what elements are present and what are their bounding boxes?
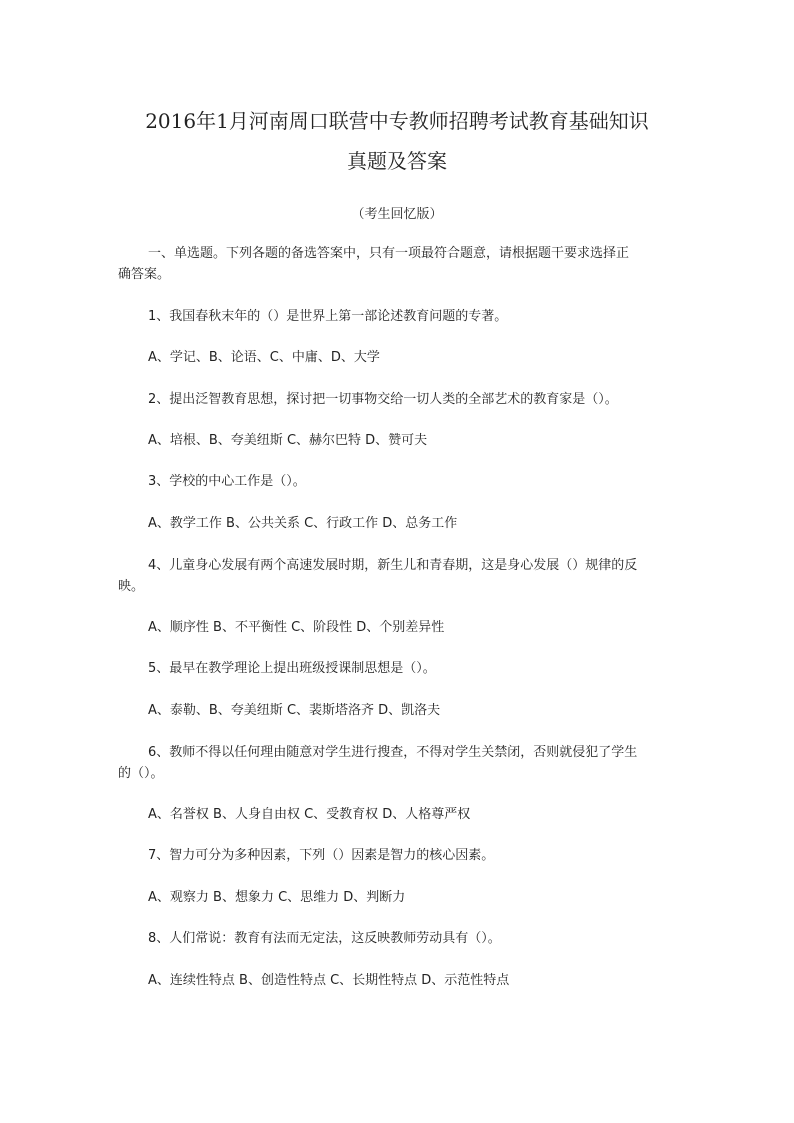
question-2-text: 2、提出泛智教育思想，探讨把一切事物交给一切人类的全部艺术的教育家是（）。 xyxy=(148,392,618,407)
document-title-line-2: 真题及答案 xyxy=(347,149,447,173)
question-6-options: A、名誉权 B、人身自由权 C、受教育权 D、人格尊严权 xyxy=(148,807,471,822)
instructions-line-1: 一、单选题。下列各题的备选答案中，只有一项最符合题意，请根据题干要求选择正 xyxy=(148,246,630,261)
question-1-text: 1、我国春秋末年的（）是世界上第一部论述教育问题的专著。 xyxy=(148,309,508,324)
question-4-options: A、顺序性 B、不平衡性 C、阶段性 D、个别差异性 xyxy=(148,620,445,635)
document-title-line-1: 2016年1月河南周口联营中专教师招聘考试教育基础知识 xyxy=(145,109,649,133)
question-2-options: A、培根、B、夸美纽斯 C、赫尔巴特 D、赞可夫 xyxy=(148,433,428,448)
question-6-text-line-1: 6、教师不得以任何理由随意对学生进行搜查，不得对学生关禁闭，否则就侵犯了学生 xyxy=(148,745,638,760)
instructions-line-2: 确答案。 xyxy=(118,267,171,282)
question-1-options: A、学记、B、论语、C、中庸、D、大学 xyxy=(148,350,380,365)
question-5-options: A、泰勒、B、夸美纽斯 C、裴斯塔洛齐 D、凯洛夫 xyxy=(148,703,441,718)
question-6-text-line-2: 的（）。 xyxy=(118,766,164,781)
question-3-options: A、教学工作 B、公共关系 C、行政工作 D、总务工作 xyxy=(148,516,458,531)
question-7-options: A、观察力 B、想象力 C、思维力 D、判断力 xyxy=(148,890,406,905)
question-4-text-line-1: 4、儿童身心发展有两个高速发展时期，新生儿和青春期，这是身心发展（）规律的反 xyxy=(148,558,638,573)
question-4-text-line-2: 映。 xyxy=(118,579,145,594)
question-5-text: 5、最早在教学理论上提出班级授课制思想是（）。 xyxy=(148,661,436,676)
question-3-text: 3、学校的中心工作是（）。 xyxy=(148,474,306,489)
question-8-options: A、连续性特点 B、创造性特点 C、长期性特点 D、示范性特点 xyxy=(148,973,510,988)
question-7-text: 7、智力可分为多种因素，下列（）因素是智力的核心因素。 xyxy=(148,848,495,863)
question-8-text: 8、人们常说：教育有法而无定法，这反映教师劳动具有（）。 xyxy=(148,931,501,946)
document-subtitle: （考生回忆版） xyxy=(351,207,443,222)
